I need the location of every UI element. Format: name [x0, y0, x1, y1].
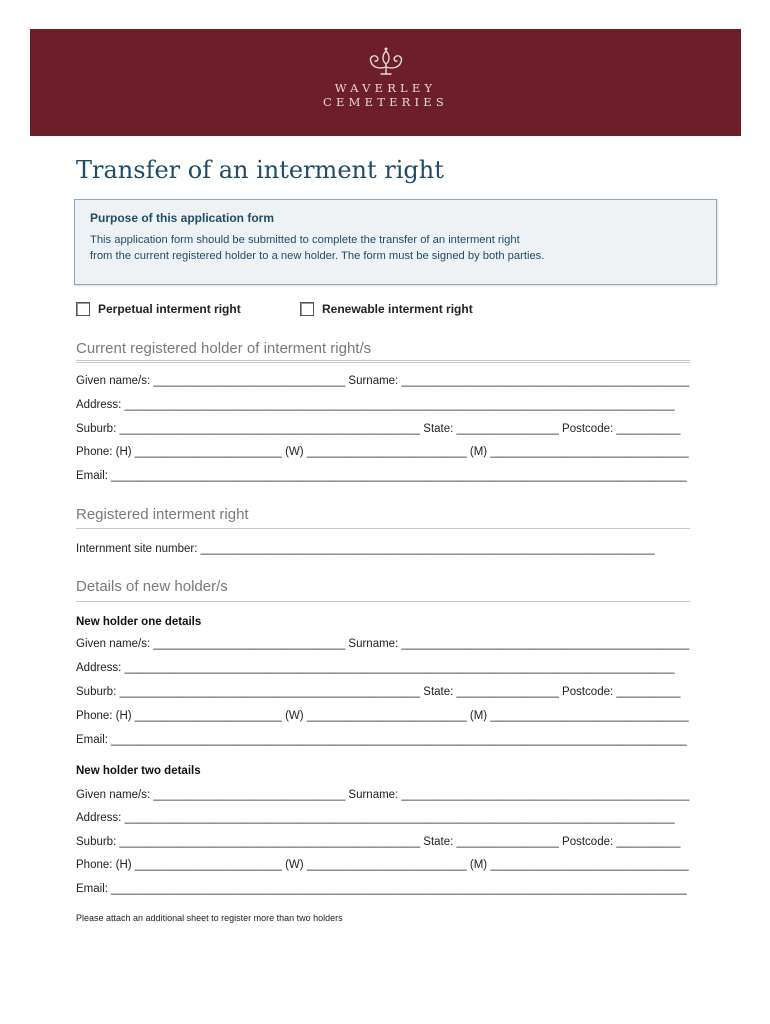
section-divider — [76, 528, 690, 529]
new-holder-one-heading: New holder one details — [76, 616, 202, 628]
header-banner — [30, 29, 741, 136]
current-address-field[interactable]: Address: ______________________________________________________________________________________ — [76, 399, 675, 411]
holder-one-given-surname-field[interactable]: Given name/s: ______________________________ Surname: _____________________________________________ — [76, 638, 690, 650]
page-title: Transfer of an interment right — [76, 156, 444, 184]
section-divider — [76, 601, 690, 602]
holder-two-suburb-field[interactable]: Suburb: _______________________________________________ State: ________________ Postcode: __________ — [76, 836, 681, 848]
holder-two-given-surname-field[interactable]: Given name/s: ______________________________ Surname: _____________________________________________ — [76, 789, 690, 801]
current-suburb-field[interactable]: Suburb: _______________________________________________ State: ________________ Postcode: __________ — [76, 423, 681, 435]
holder-one-suburb-field[interactable]: Suburb: _______________________________________________ State: ________________ Postcode: __________ — [76, 686, 681, 698]
new-holder-two-heading: New holder two details — [76, 765, 201, 777]
brand-name-line2: CEMETERIES — [323, 95, 448, 109]
current-email-field[interactable]: Email: __________________________________________________________________________________________ — [76, 470, 687, 482]
footnote: Please attach an additional sheet to register more than two holders — [76, 913, 343, 923]
renewable-label: Renewable interment right — [322, 302, 473, 316]
registered-right-section-title: Registered interment right — [76, 506, 249, 523]
holder-two-address-field[interactable]: Address: ______________________________________________________________________________________ — [76, 812, 675, 824]
purpose-line-2: from the current registered holder to a new holder. The form must be signed by both parties. — [90, 250, 545, 262]
brand-name-line1: WAVERLEY — [334, 81, 437, 95]
perpetual-option[interactable] — [76, 302, 241, 316]
purpose-line-1: This application form should be submitted to complete the transfer of an interment right — [90, 234, 520, 246]
holder-two-email-field[interactable]: Email: __________________________________________________________________________________________ — [76, 883, 687, 895]
holder-two-phone-field[interactable]: Phone: (H) _______________________ (W) _________________________ (M) _______________________________ — [76, 859, 689, 871]
section-divider — [76, 360, 690, 363]
perpetual-label: Perpetual interment right — [98, 302, 241, 316]
renewable-option[interactable] — [300, 302, 473, 316]
current-holder-section-title: Current registered holder of interment right/s — [76, 340, 372, 357]
ornamental-flourish-icon — [364, 47, 408, 77]
perpetual-checkbox[interactable] — [76, 302, 90, 316]
brand-logo — [30, 47, 741, 109]
holder-one-email-field[interactable]: Email: __________________________________________________________________________________________ — [76, 734, 687, 746]
holder-one-address-field[interactable]: Address: ______________________________________________________________________________________ — [76, 662, 675, 674]
current-given-surname-field[interactable]: Given name/s: ______________________________ Surname: _____________________________________________ — [76, 375, 690, 387]
current-phone-field[interactable]: Phone: (H) _______________________ (W) _________________________ (M) _______________________________ — [76, 446, 689, 458]
site-number-field[interactable]: Internment site number: _______________________________________________________________________ — [76, 543, 655, 555]
purpose-heading: Purpose of this application form — [90, 211, 275, 225]
new-holders-section-title: Details of new holder/s — [76, 578, 228, 595]
renewable-checkbox[interactable] — [300, 302, 314, 316]
holder-one-phone-field[interactable]: Phone: (H) _______________________ (W) _________________________ (M) _______________________________ — [76, 710, 689, 722]
purpose-info-box — [74, 199, 717, 285]
purpose-text — [90, 232, 544, 264]
